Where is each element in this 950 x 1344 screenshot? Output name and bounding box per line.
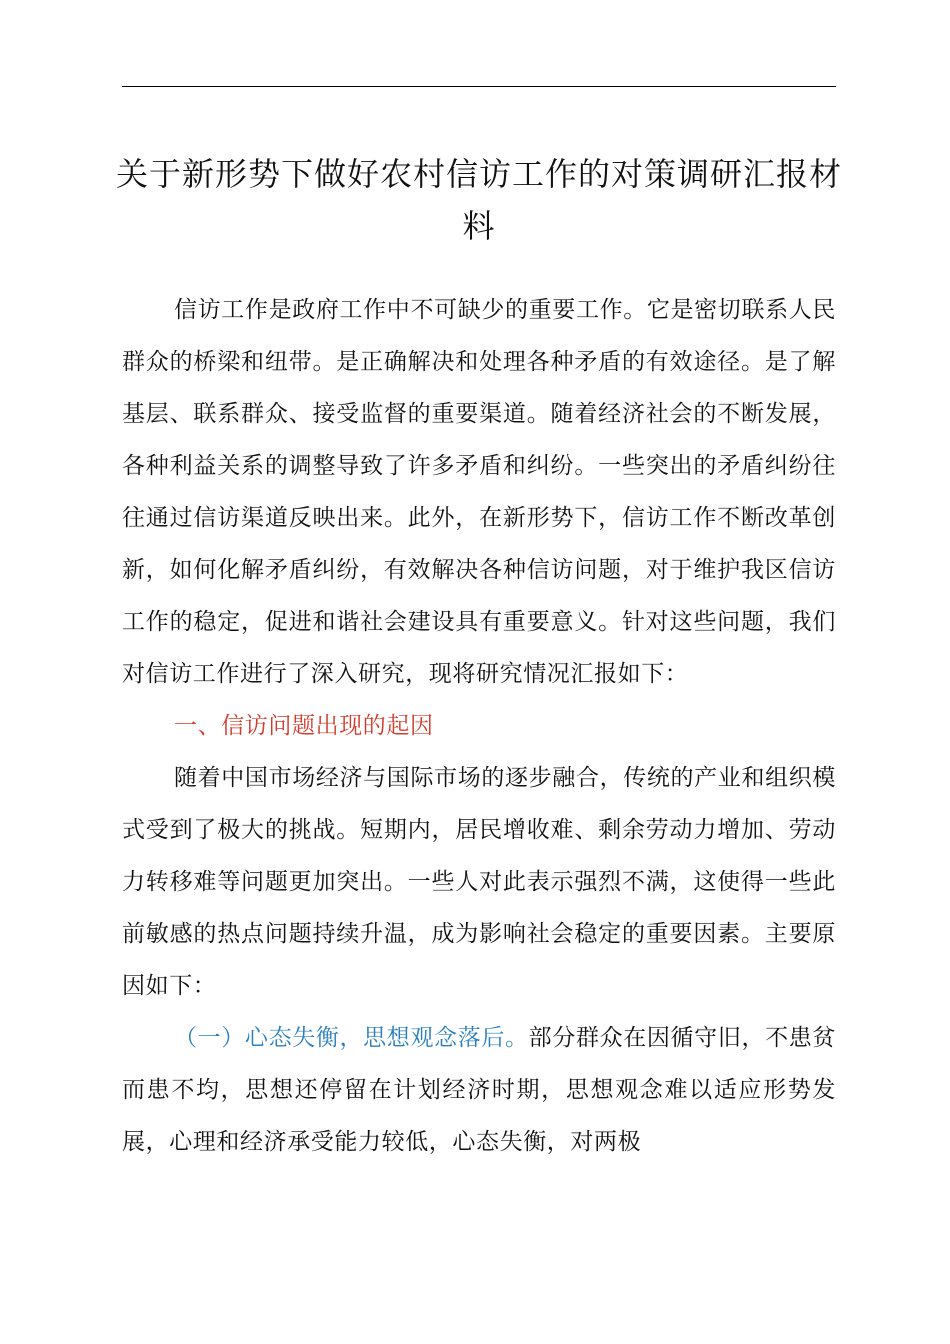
section-heading: 一、信访问题出现的起因 — [174, 713, 434, 739]
subsection-heading: （一）心态失衡，思想观念落后。 — [174, 1025, 529, 1051]
subsection-text: 部分群众在因循守旧，不患贫而患不均，思想还停留在计划经济时期，思想观念难以适应形势发展，心理和经济承受能力较低，心态失衡，对两极 — [122, 1025, 836, 1155]
document-title: 关于新形势下做好农村信访工作的对策调研汇报材料 — [115, 155, 842, 245]
subsection-paragraph — [122, 1012, 836, 1168]
intro-paragraph: 信访工作是政府工作中不可缺少的重要工作。它是密切联系人民群众的桥梁和纽带。是正确解决和处理各种矛盾的有效途径。是了解基层、联系群众、接受监督的重要渠道。随着经济社会的不断发展，各种利益关系的调整导致了许多矛盾和纠纷。一些突出的矛盾纠纷往往通过信访渠道反映出来。此外，在新形势下，信访工作不断改革创新，如何化解矛盾纠纷，有效解决各种信访问题，对于维护我区信访工作的稳定，促进和谐社会建设具有重要意义。针对这些问题，我们对信访工作进行了深入研究，现将研究情况汇报如下： — [122, 297, 836, 687]
document-body — [122, 284, 836, 1168]
header-rule — [122, 86, 836, 87]
section-paragraph: 随着中国市场经济与国际市场的逐步融合，传统的产业和组织模式受到了极大的挑战。短期内，居民增收难、剩余劳动力增加、劳动力转移难等问题更加突出。一些人对此表示强烈不满，这使得一些此前敏感的热点问题持续升温，成为影响社会稳定的重要因素。主要原因如下： — [122, 765, 836, 999]
